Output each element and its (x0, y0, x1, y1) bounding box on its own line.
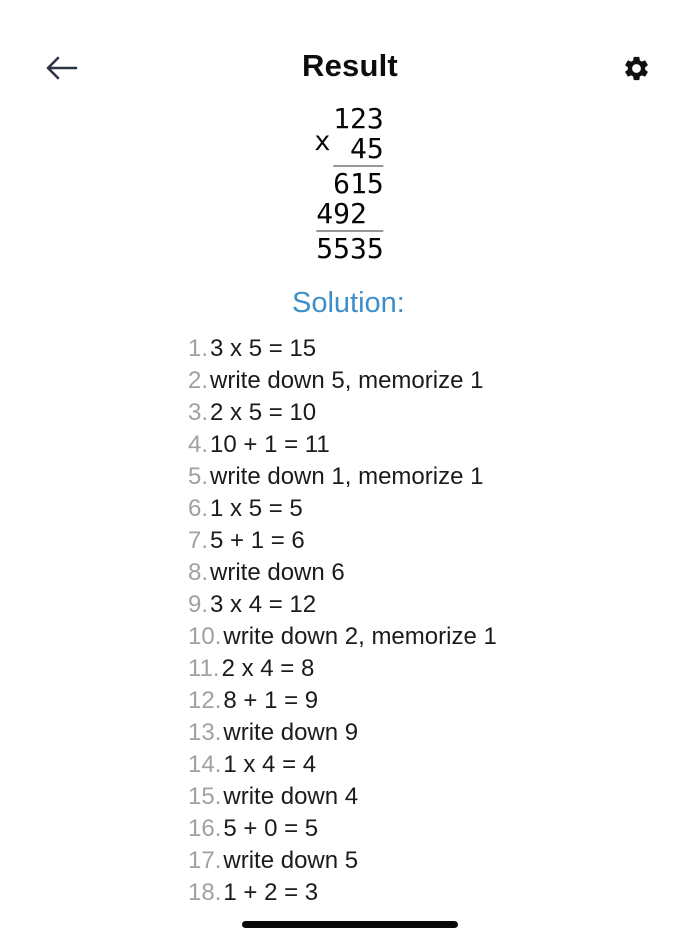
step-text: write down 4 (223, 783, 359, 810)
step-text: 5 + 0 = 5 (223, 815, 319, 842)
solution-step (188, 397, 497, 429)
gear-icon (622, 54, 651, 83)
step-number: 5. (188, 463, 209, 490)
step-number: 6. (188, 495, 209, 522)
home-indicator[interactable] (242, 921, 458, 928)
step-text: write down 6 (210, 559, 345, 586)
step-text: 3 x 4 = 12 (210, 591, 317, 618)
step-number: 17. (188, 847, 222, 874)
step-text: 1 x 4 = 4 (223, 751, 317, 778)
solution-step (188, 845, 497, 877)
step-number: 1. (188, 335, 209, 362)
product: 5535 (316, 232, 384, 265)
step-text: 2 x 4 = 8 (221, 655, 315, 682)
multiplication-worksheet (316, 104, 383, 264)
step-number: 14. (188, 751, 222, 778)
solution-step (188, 781, 497, 813)
step-text: 1 x 5 = 5 (210, 495, 303, 522)
step-text: 2 x 5 = 10 (210, 399, 317, 426)
step-number: 18. (188, 879, 222, 906)
solution-heading: Solution: (292, 287, 405, 319)
solution-step (188, 493, 497, 525)
solution-step (188, 525, 497, 557)
step-number: 11. (188, 655, 220, 682)
solution-step (188, 365, 497, 397)
step-text: 3 x 5 = 15 (210, 335, 317, 362)
step-number: 10. (188, 623, 222, 650)
solution-step (188, 333, 497, 365)
step-text: 8 + 1 = 9 (223, 687, 319, 714)
multiplier: 45 (349, 132, 384, 165)
solution-step (188, 653, 497, 685)
step-number: 13. (188, 719, 222, 746)
solution-steps-list (188, 333, 497, 909)
step-number: 3. (188, 399, 209, 426)
settings-button[interactable] (616, 48, 656, 88)
step-number: 8. (188, 559, 209, 586)
step-text: write down 9 (223, 719, 359, 746)
solution-step (188, 429, 497, 461)
solution-step (188, 717, 497, 749)
step-text: 10 + 1 = 11 (210, 431, 330, 458)
step-number: 16. (188, 815, 222, 842)
step-number: 12. (188, 687, 222, 714)
step-number: 9. (188, 591, 209, 618)
solution-step (188, 557, 497, 589)
step-text: write down 2, memorize 1 (223, 623, 497, 650)
step-number: 2. (188, 367, 209, 394)
multiplicand: 123 (333, 102, 384, 135)
step-number: 4. (188, 431, 209, 458)
multiplication-operator: x (314, 126, 331, 157)
header (0, 0, 700, 100)
solution-step (188, 813, 497, 845)
partial-product-1: 615 (333, 167, 384, 200)
solution-step (188, 877, 497, 909)
step-text: write down 1, memorize 1 (210, 463, 484, 490)
solution-step (188, 589, 497, 621)
solution-step (188, 749, 497, 781)
partial-product-2: 492 (316, 197, 367, 230)
step-text: write down 5, memorize 1 (210, 367, 484, 394)
step-text: 1 + 2 = 3 (223, 879, 319, 906)
step-text: 5 + 1 = 6 (210, 527, 305, 554)
step-number: 15. (188, 783, 222, 810)
step-text: write down 5 (223, 847, 359, 874)
solution-step (188, 685, 497, 717)
solution-step (188, 621, 497, 653)
step-number: 7. (188, 527, 209, 554)
solution-step (188, 461, 497, 493)
page-title: Result (302, 48, 398, 83)
